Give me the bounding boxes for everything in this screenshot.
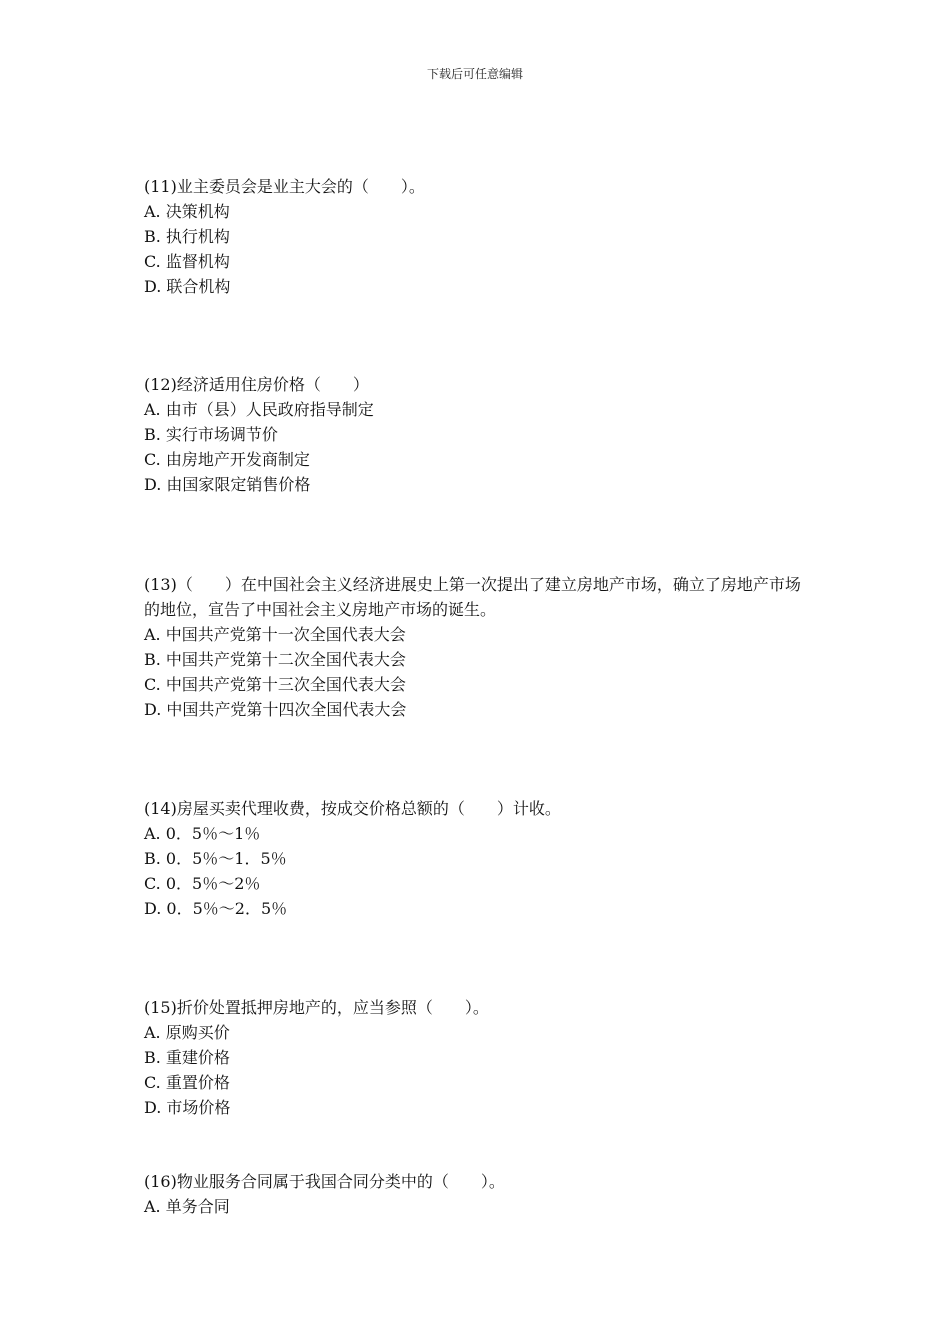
- question-11: [144, 174, 816, 299]
- option-c: C. 重置价格: [144, 1073, 230, 1092]
- question-text: (16)物业服务合同属于我国合同分类中的（ ）。: [144, 1172, 505, 1191]
- question-text: (14)房屋买卖代理收费，按成交价格总额的（ ）计收。: [144, 799, 561, 818]
- page-header-note: 下载后可任意编辑: [426, 67, 523, 81]
- question-text: (13)（ ）在中国社会主义经济进展史上第一次提出了建立房地产市场，确立了房地产市场的地位，宣告了中国社会主义房地产市场的诞生。: [144, 575, 801, 619]
- question-12: [144, 372, 816, 497]
- option-a: A. 原购买价: [144, 1023, 230, 1042]
- option-d: D. 0．5％～2．5％: [144, 899, 288, 918]
- question-text: (11)业主委员会是业主大会的（ ）。: [144, 177, 425, 196]
- option-a: A. 单务合同: [144, 1197, 230, 1216]
- option-c: C. 0．5％～2％: [144, 874, 261, 893]
- option-b: B. 中国共产党第十二次全国代表大会: [144, 650, 406, 669]
- option-a: A. 0．5％～1％: [144, 824, 261, 843]
- question-text: (15)折价处置抵押房地产的，应当参照（ ）。: [144, 998, 489, 1017]
- option-b: B. 重建价格: [144, 1048, 230, 1067]
- question-text: (12)经济适用住房价格（ ）: [144, 375, 369, 394]
- option-a: A. 由市（县）人民政府指导制定: [144, 400, 374, 419]
- option-a: A. 决策机构: [144, 202, 230, 221]
- question-13: [144, 572, 816, 722]
- option-c: C. 由房地产开发商制定: [144, 450, 310, 469]
- question-15: [144, 995, 816, 1120]
- option-d: D. 中国共产党第十四次全国代表大会: [144, 700, 407, 719]
- option-b: B. 实行市场调节价: [144, 425, 278, 444]
- option-a: A. 中国共产党第十一次全国代表大会: [144, 625, 406, 644]
- option-d: D. 市场价格: [144, 1098, 231, 1117]
- option-c: C. 监督机构: [144, 252, 230, 271]
- question-14: [144, 796, 816, 921]
- option-b: B. 0．5％～1．5％: [144, 849, 287, 868]
- option-d: D. 由国家限定销售价格: [144, 475, 311, 494]
- option-c: C. 中国共产党第十三次全国代表大会: [144, 675, 406, 694]
- question-16: [144, 1169, 816, 1219]
- option-d: D. 联合机构: [144, 277, 231, 296]
- option-b: B. 执行机构: [144, 227, 230, 246]
